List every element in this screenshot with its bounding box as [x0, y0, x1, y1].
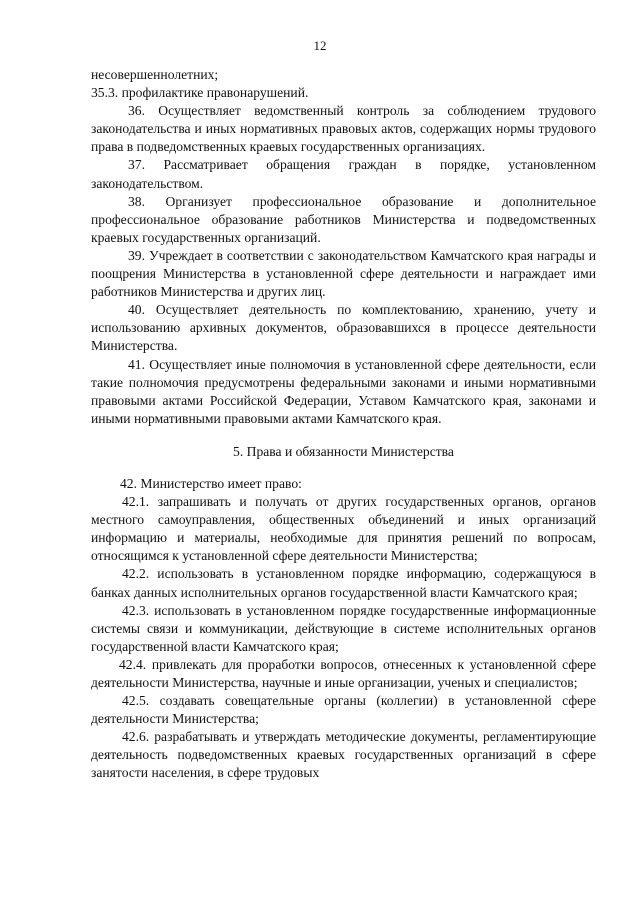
paragraph-35-2-tail: несовершеннолетних;	[91, 67, 219, 82]
paragraph-39: 39. Учреждает в соответствии с законодательством Камчатского края награды и поощрения Министерства в установленной сфере деятельности и награждает ими работников Министерства и других лиц.	[91, 247, 596, 300]
paragraph-41: 41. Осуществляет иные полномочия в установленной сфере деятельности, если такие полномочия предусмотрены федеральными законами и иными нормативными правовыми актами Российской Федерации, Уставом Камчатского края, законами и иными нормативными правовыми актами Камчатского края.	[91, 356, 596, 426]
paragraph-42-3: 42.3. использовать в установленном порядке государственные информационные системы связи и коммуникации, действующие в системе исполнительных органов государственной власти Камчатского края;	[91, 602, 596, 654]
paragraph-42-1: 42.1. запрашивать и получать от других государственных органов, органов местного самоуправления, общественных объединений и иных организаций информацию и материалы, необходимые для принятия решений по вопросам, относящимся к установленной сфере деятельности Министерства;	[91, 494, 596, 564]
paragraph-37: 37. Рассматривает обращения граждан в порядке, установленном законодательством.	[91, 157, 596, 191]
paragraph-36: 36. Осуществляет ведомственный контроль за соблюдением трудового законодательства и иных нормативных правовых актов, содержащих нормы трудового права в подведомственных краевых государственных организациях.	[91, 103, 596, 155]
section-heading: 5. Права и обязанности Министерства	[233, 443, 454, 459]
paragraph-42-5: 42.5. создавать совещательные органы (коллегии) в установленной сфере деятельности Министерства;	[91, 693, 596, 727]
paragraph-42-4: 42.4. привлекать для проработки вопросов, отнесенных к установленной сфере деятельности Министерства, научные и иные организации, ученых и специалистов;	[91, 656, 596, 690]
paragraph-42: 42. Министерство имеет право:	[120, 475, 302, 491]
document-body	[91, 66, 596, 783]
paragraph-38: 38. Организует профессиональное образование и дополнительное профессиональное образование работников Министерства и подведомственных краевых государственных организаций.	[91, 193, 596, 245]
paragraph-40: 40. Осуществляет деятельность по комплектованию, хранению, учету и использованию архивных документов, образовавшихся в процессе деятельности Министерства.	[91, 302, 596, 354]
paragraph-35-3: 35.3. профилактике правонарушений.	[91, 85, 309, 101]
paragraph-42-6: 42.6. разрабатывать и утверждать методические документы, регламентирующие деятельность подведомственных краевых государственных организаций в сфере занятости населения, в сфере трудовых	[91, 729, 596, 781]
page-number: 12	[313, 38, 327, 53]
paragraph-42-2: 42.2. использовать в установленном порядке информацию, содержащуюся в банках данных исполнительных органов государственной власти Камчатского края;	[91, 566, 596, 600]
